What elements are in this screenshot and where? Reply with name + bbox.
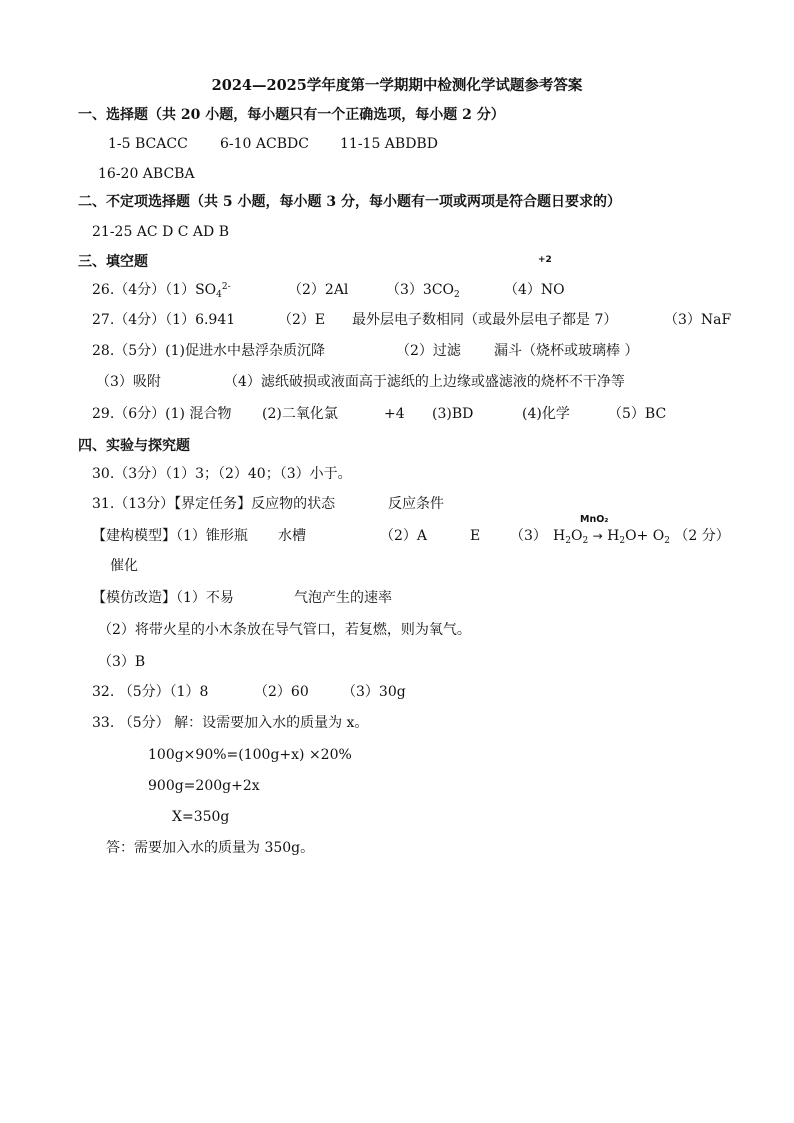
section-2-heading: 二、不定项选择题（共 5 小题，每小题 3 分，每小题有一项或两项是符合题日要求的） — [78, 194, 621, 210]
q27-part-1: 27.（4分）（1）6.941 — [92, 312, 236, 328]
q28-part-4: （3）吸附 — [96, 374, 161, 390]
q31-model-1: 【建构模型】（1）锥形瓶 — [92, 528, 248, 544]
q27-part-2: （2）E — [278, 312, 326, 328]
eq-sub-1: 2 — [565, 536, 571, 546]
q33-answer: 答：需要加入水的质量为 350g。 — [106, 840, 315, 856]
q26-part-1: 26.（4分）（1）SO — [92, 282, 217, 298]
q31-model-4: E — [470, 528, 481, 544]
question-26 — [92, 280, 231, 300]
answer-16-20: 16-20 ABCBA — [98, 166, 195, 182]
q26-part-3-sub: 2 — [454, 290, 460, 300]
q29-part-2: (2)二氧化氯 — [262, 406, 338, 422]
section-3-heading: 三、填空题 — [78, 254, 148, 270]
q29-part-3: +4 — [384, 406, 405, 422]
answer-6-10: 6-10 ACBDC — [220, 136, 309, 152]
q32-part-3: （3）30g — [342, 684, 406, 700]
q33-equation-2: 900g=200g+2x — [148, 778, 260, 794]
q26-part-3-text: （3）3CO — [386, 282, 455, 298]
q32-part-2: （2）60 — [254, 684, 309, 700]
q26-part-3 — [386, 280, 460, 300]
q28-part-5: （4）滤纸破损或液面高于滤纸的上边缘或盛滤液的烧杯不干净等 — [224, 374, 625, 390]
q31-improve-2: 气泡产生的速率 — [294, 590, 392, 606]
q28-part-3: 漏斗（烧杯或玻璃棒 ） — [494, 343, 639, 359]
q31-improve-4: （3）B — [98, 654, 146, 670]
q33-part-1: 33. （5分） 解：设需要加入水的质量为 x。 — [92, 715, 369, 731]
eq-sub-2: 2 — [582, 536, 589, 546]
q29-part-1: 29.（6分）(1) 混合物 — [92, 406, 232, 422]
q26-part-2: （2）2Al — [288, 282, 349, 298]
catalyst-label: MnO₂ — [580, 514, 609, 525]
q31-part-1: 31.（13分）【界定任务】反应物的状态 — [92, 496, 336, 512]
q31-model-3: （2）A — [380, 528, 428, 544]
q28-part-2: （2）过滤 — [396, 343, 461, 359]
q29-part-6: （5）BC — [608, 406, 667, 422]
q31-part-2: 反应条件 — [388, 496, 444, 512]
q29-part-4: (3)BD — [432, 406, 474, 422]
eq-points: （2 分） — [674, 528, 730, 544]
q31-model-2: 水槽 — [278, 528, 306, 544]
q33-equation-1: 100g×90%=(100g+x) ×20% — [148, 747, 352, 763]
q29-part-5: (4)化学 — [522, 406, 570, 422]
question-30: 30.（3分）（1）3；（2）40；（3）小于。 — [92, 466, 352, 482]
q31-improve-1: 【模仿改造】（1）不易 — [92, 590, 234, 606]
q31-model-5: （3） — [510, 528, 547, 544]
page-title: 2024—2025学年度第一学期期中检测化学试题参考答案 — [211, 77, 583, 94]
answer-1-5: 1-5 BCACC — [108, 136, 188, 152]
eq-rhs-o: O+ O — [625, 528, 665, 544]
answer-11-15: 11-15 ABDBD — [340, 136, 438, 152]
eq-rhs-h: H — [607, 528, 620, 544]
section-4-heading: 四、实验与探究题 — [78, 438, 190, 454]
eq-rhs-sub-2: 2 — [664, 536, 670, 546]
q26-part-4: （4）NO — [504, 282, 565, 298]
section-1-heading: 一、选择题（共 20 小题，每小题只有一个正确选项，每小题 2 分） — [78, 107, 505, 123]
q26-sup: 2- — [221, 282, 231, 292]
q33-equation-3: X=350g — [172, 809, 230, 825]
eq-o: O — [570, 528, 583, 544]
valence-mark: +2 — [538, 255, 552, 265]
q31-condition: 催化 — [110, 558, 138, 574]
q31-improve-3: （2）将带火星的小木条放在导气管口，若复燃，则为氧气。 — [98, 622, 471, 638]
answer-21-25: 21-25 AC D C AD B — [92, 224, 229, 240]
q27-part-3: 最外层电子数相同（或最外层电子都是 7） — [352, 312, 618, 328]
q26-sub: 4 — [216, 290, 222, 300]
q28-part-1: 28.（5分）(1)促进水中悬浮杂质沉降 — [92, 343, 326, 359]
q32-part-1: 32. （5分）（1）8 — [92, 684, 209, 700]
chemical-equation — [553, 526, 730, 546]
eq-rhs-sub-1: 2 — [619, 536, 626, 546]
eq-h: H — [553, 528, 566, 544]
reaction-arrow: → — [592, 529, 603, 543]
q27-part-4: （3）NaF — [664, 312, 732, 328]
